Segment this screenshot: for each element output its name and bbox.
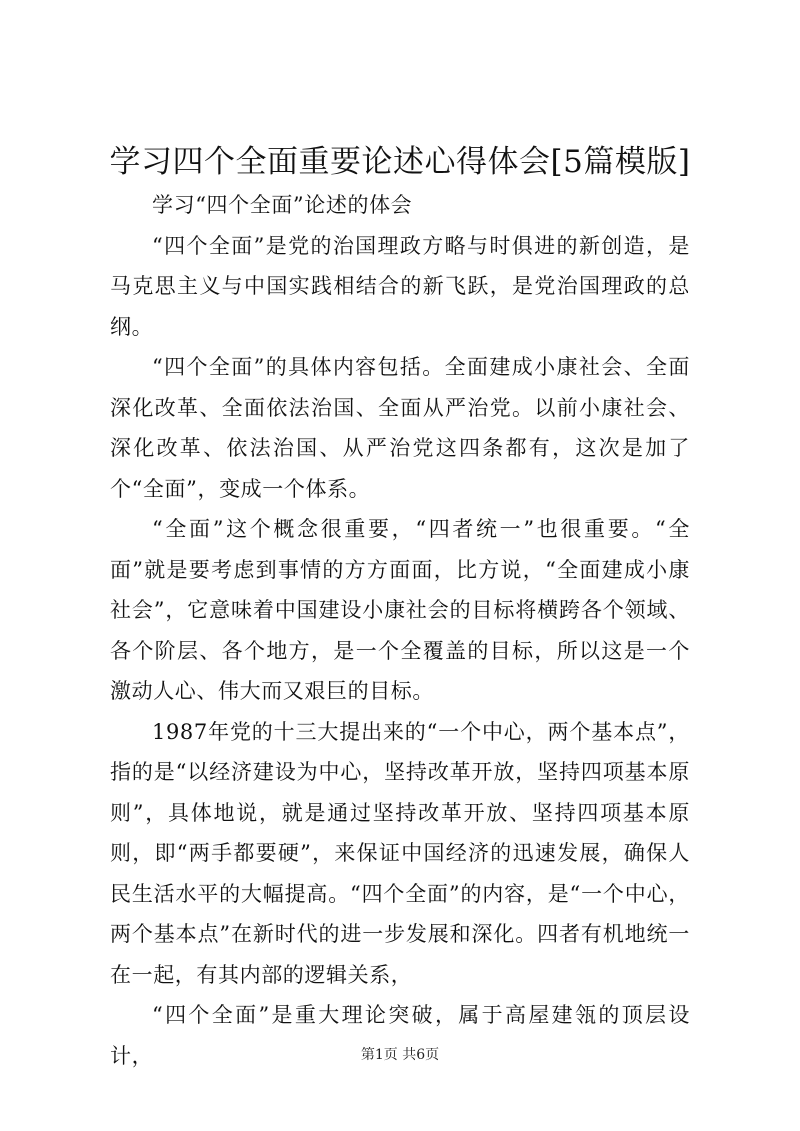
page-footer: 第1页 共6页 bbox=[360, 1047, 440, 1063]
paragraph: 1987年党的十三大提出来的“一个中心，两个基本点”，指的是“以经济建设为中心，坚持改革开放，坚持四项基本原则”，具体地说，就是通过坚持改革开放、坚持四项基本原则，即“两手都要硬”，来保证中国经济的迅速发展，确保人民生活水平的大幅提高。“四个全面”的内容，是“一个中心，两个基本点”在新时代的进一步发展和深化。四者有机地统一在一起，有其内部的逻辑关系， bbox=[110, 719, 690, 987]
paragraph: “四个全面”是重大理论突破，属于高屋建瓴的顶层设计， bbox=[110, 1003, 690, 1068]
paragraph: “全面”这个概念很重要，“四者统一”也很重要。“全面”就是要考虑到事情的方方面面，比方说，“全面建成小康社会”，它意味着中国建设小康社会的目标将横跨各个领域、各个阶层、各个地方，是一个全覆盖的目标，所以这是一个激动人心、伟大而又艰巨的目标。 bbox=[110, 517, 690, 703]
paragraph: “四个全面”的具体内容包括。全面建成小康社会、全面深化改革、全面依法治国、全面从严治党。以前小康社会、深化改革、依法治国、从严治党这四条都有，这次是加了个“全面”，变成一个体系。 bbox=[110, 355, 690, 501]
document-body bbox=[110, 185, 690, 1076]
paragraph-subtitle: 学习“四个全面”论述的体会 bbox=[152, 193, 413, 217]
document-title: 学习四个全面重要论述心得体会[5篇模版] bbox=[109, 144, 691, 180]
paragraph: “四个全面”是党的治国理政方略与时俱进的新创造，是马克思主义与中国实践相结合的新飞跃，是党治国理政的总纲。 bbox=[110, 233, 690, 339]
